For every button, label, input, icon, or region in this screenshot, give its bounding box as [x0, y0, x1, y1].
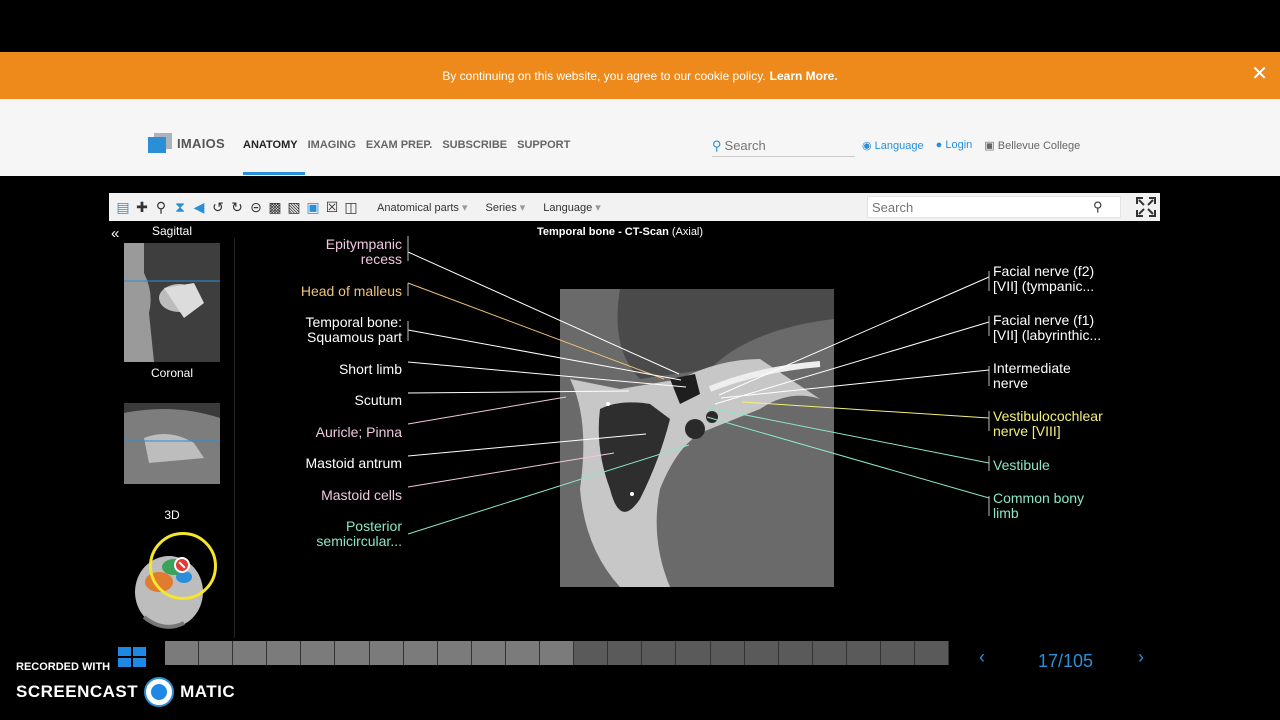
- label-temporal-bone-squamous[interactable]: Temporal bone: Squamous part: [305, 314, 402, 345]
- zoom-icon[interactable]: ⚲: [155, 198, 167, 215]
- label-mastoid-antrum[interactable]: Mastoid antrum: [305, 455, 402, 471]
- logo-text: IMAIOS: [177, 135, 226, 151]
- screenshot-icon[interactable]: ☒: [325, 198, 339, 215]
- viewer-title-suffix: (Axial): [671, 226, 704, 238]
- main-menu: [243, 139, 570, 151]
- logo-icon: [148, 133, 172, 153]
- menu-item-exam-prep[interactable]: EXAM PREP.: [365, 139, 433, 151]
- thumb-label-coronal: Coronal: [150, 366, 194, 380]
- institution-label: Bellevue College: [997, 140, 1081, 152]
- menu-item-subscribe[interactable]: SUBSCRIBE: [442, 139, 508, 151]
- screencast-watermark: [16, 661, 235, 707]
- series-dropdown[interactable]: Series ▾: [486, 201, 526, 214]
- rotate-left-icon[interactable]: ↺: [212, 198, 224, 215]
- fullscreen-icon[interactable]: [1135, 196, 1157, 218]
- viewer-title-text: Temporal bone - CT-Scan: [537, 226, 669, 238]
- label-scutum[interactable]: Scutum: [354, 392, 402, 408]
- institution-link[interactable]: [984, 139, 1080, 152]
- layers-icon[interactable]: ▤: [116, 198, 130, 215]
- image-viewer: [109, 193, 1160, 671]
- move-icon[interactable]: ✚: [136, 198, 148, 215]
- building-icon: ▣: [984, 140, 995, 152]
- header-search[interactable]: [712, 135, 855, 157]
- language-link[interactable]: [862, 139, 924, 152]
- label-vestibule[interactable]: Vestibule: [993, 457, 1050, 473]
- slice-counter: 17/105: [1038, 651, 1094, 671]
- label-vestibulocochlear-nerve[interactable]: Vestibulocochlear nerve [VIII]: [993, 408, 1103, 439]
- header-search-input[interactable]: [725, 138, 845, 153]
- cookie-learn-more-link[interactable]: Learn More.: [769, 68, 838, 83]
- label-facial-nerve-f1[interactable]: Facial nerve (f1) [VII] (labyrinthic...: [993, 312, 1102, 343]
- label-epitympanic-recess[interactable]: Epitympanic recess: [325, 236, 402, 267]
- cookie-banner: [0, 52, 1280, 99]
- rotate-right-icon[interactable]: ↻: [231, 198, 243, 215]
- collapse-sidebar-icon[interactable]: «: [111, 225, 120, 242]
- label-posterior-semicircular[interactable]: Posterior semicircular...: [316, 518, 402, 549]
- reset-icon[interactable]: ⊝: [250, 198, 262, 215]
- label-short-limb[interactable]: Short limb: [338, 361, 402, 377]
- contrast-icon[interactable]: ⧗: [175, 198, 185, 215]
- thumb-label-3d: 3D: [164, 508, 180, 522]
- menu-item-anatomy[interactable]: ANATOMY: [243, 139, 298, 151]
- label-head-of-malleus[interactable]: Head of malleus: [300, 283, 402, 299]
- watermark-right: MATIC: [180, 682, 236, 701]
- label-mastoid-cells[interactable]: Mastoid cells: [321, 487, 402, 503]
- hd-icon[interactable]: ▣: [306, 198, 320, 215]
- viewer-search-input[interactable]: [868, 200, 1093, 215]
- site-header: [0, 99, 1280, 176]
- site-logo[interactable]: [148, 133, 225, 153]
- menu-item-support[interactable]: SUPPORT: [517, 139, 571, 151]
- next-slice-button[interactable]: ›: [1138, 647, 1144, 667]
- watermark-left: SCREENCAST: [16, 682, 139, 701]
- menu-item-imaging[interactable]: IMAGING: [307, 139, 356, 151]
- prev-slice-button[interactable]: ‹: [979, 647, 985, 667]
- language-label: Language: [874, 140, 924, 152]
- login-link[interactable]: [936, 139, 973, 152]
- cookie-text: By continuing on this website, you agree to our cookie policy.: [442, 68, 766, 83]
- close-icon[interactable]: ✕: [1251, 63, 1268, 85]
- not-allowed-cursor-icon: [174, 557, 190, 573]
- label-auricle-pinna[interactable]: Auricle; Pinna: [315, 424, 402, 440]
- split-view-icon[interactable]: ◫: [344, 198, 358, 215]
- anatomical-parts-dropdown[interactable]: Anatomical parts ▾: [377, 201, 468, 214]
- header-links: [862, 139, 1080, 152]
- label-facial-nerve-f2[interactable]: Facial nerve (f2) [VII] (tympanic...: [993, 263, 1095, 294]
- watermark-line1: RECORDED WITH: [16, 661, 111, 673]
- top-black-bar: [0, 0, 1280, 52]
- language-dropdown[interactable]: Language ▾: [543, 201, 601, 214]
- search-icon[interactable]: ⚲: [1093, 199, 1103, 214]
- user-icon: ●: [935, 139, 943, 151]
- viewer-search[interactable]: [867, 196, 1121, 218]
- screencast-logo-icon: [144, 677, 174, 707]
- globe-icon: ◉: [862, 140, 872, 152]
- bookmark-icon[interactable]: ▧: [287, 198, 301, 215]
- slice-filmstrip[interactable]: [165, 641, 949, 665]
- search-icon: ⚲: [712, 137, 722, 153]
- login-label: Login: [945, 139, 973, 151]
- viewer-toolbar: [109, 193, 1160, 221]
- label-common-bony-limb[interactable]: Common bony limb: [993, 490, 1085, 521]
- label-intermediate-nerve[interactable]: Intermediate nerve: [993, 360, 1071, 391]
- thumb-label-sagittal: Sagittal: [151, 224, 193, 238]
- flip-icon[interactable]: ◀: [193, 198, 205, 215]
- toolbar-icons: [109, 199, 359, 216]
- save-icon[interactable]: ▩: [268, 198, 282, 215]
- active-menu-underline: [243, 172, 305, 175]
